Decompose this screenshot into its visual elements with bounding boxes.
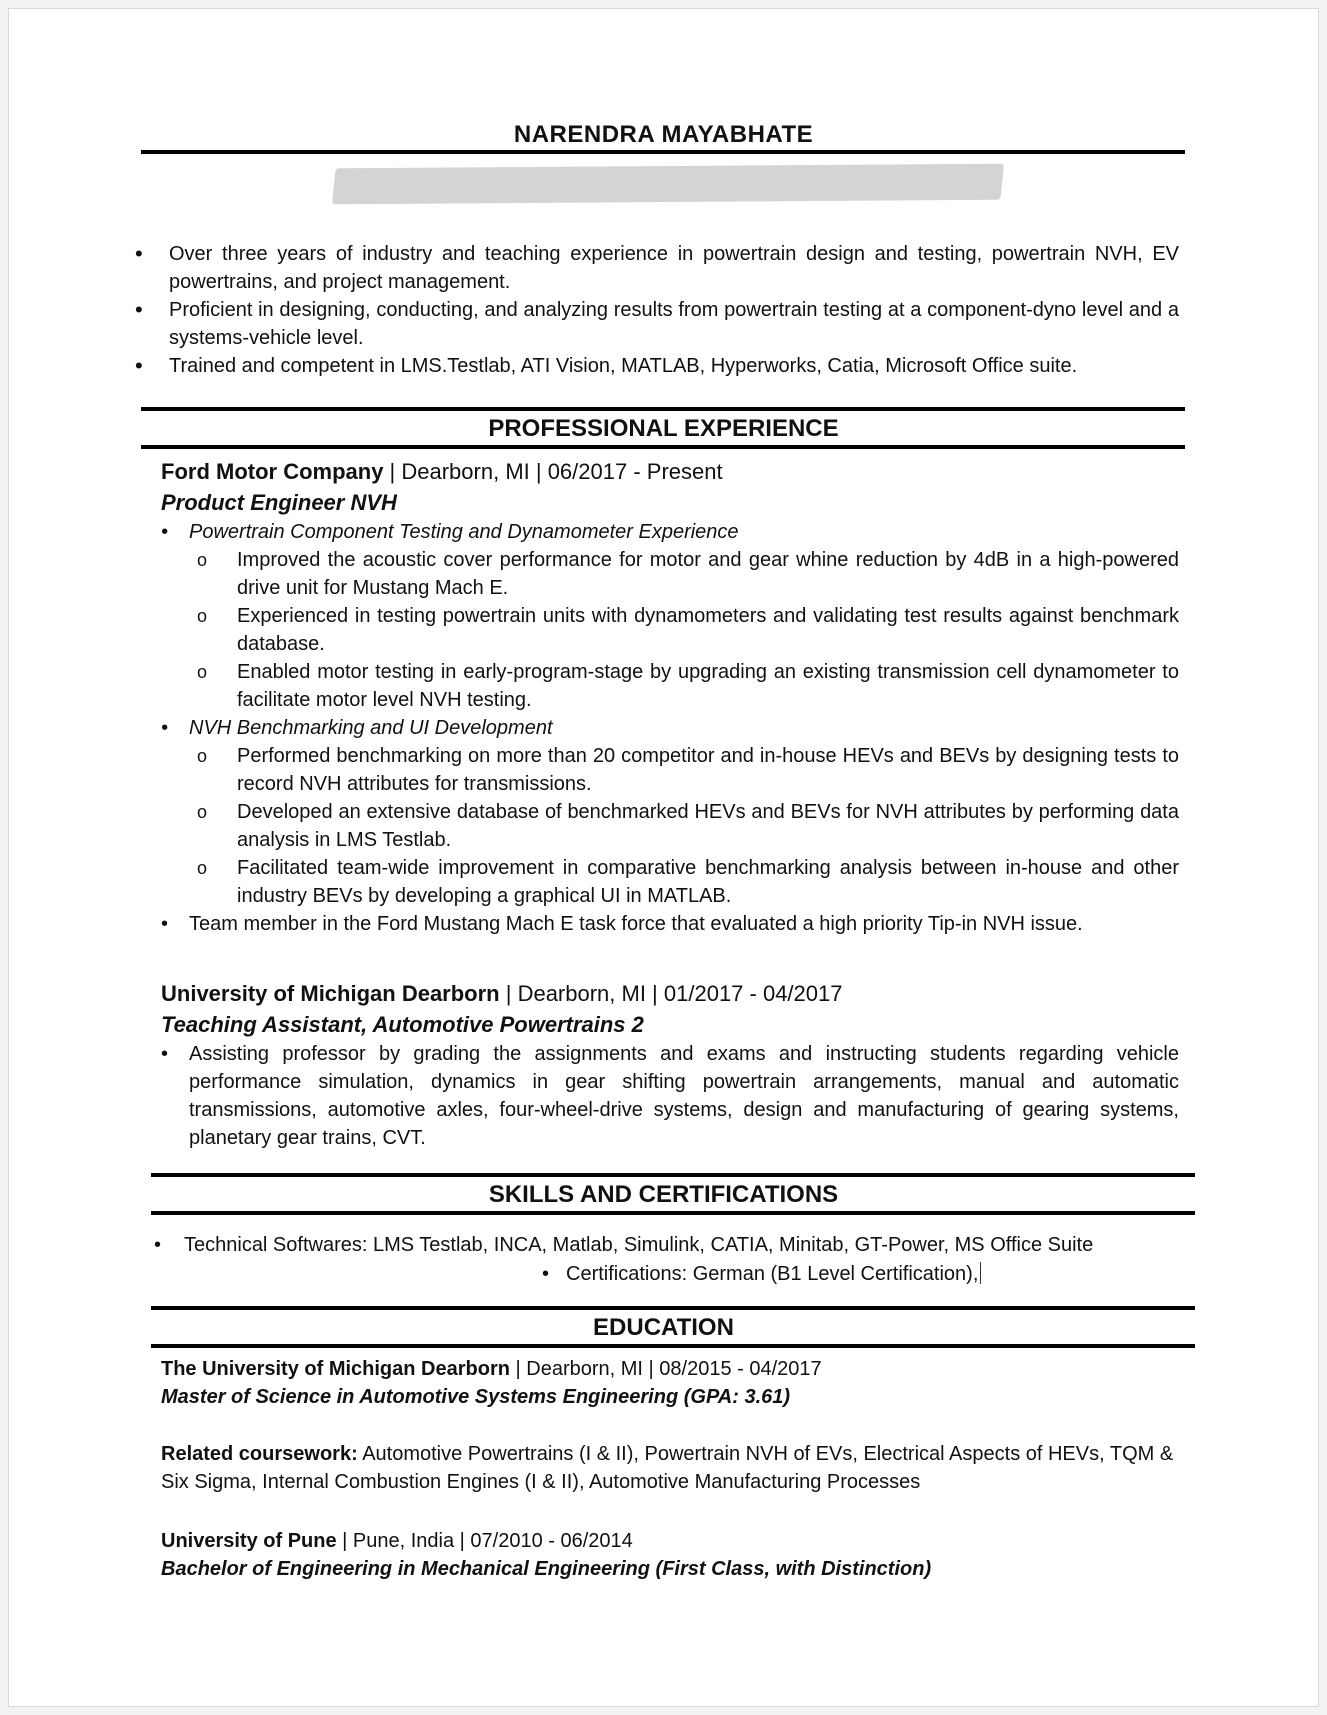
skills-heading: SKILLS AND CERTIFICATIONS — [488, 1181, 839, 1208]
text-cursor — [980, 1262, 981, 1284]
category-item: • NVH Benchmarking and UI Development — [161, 714, 1179, 742]
job-ford — [161, 456, 1179, 938]
sub-item: o Performed benchmarking on more than 20 competitor and in-house HEVs and BEVs by designing tests to record NVH attributes for transmissions. — [161, 742, 1179, 798]
job-bullets — [161, 518, 1179, 938]
skills-bottom-rule — [151, 1211, 1195, 1215]
sub-item: o Developed an extensive database of benchmarked HEVs and BEVs for NVH attributes by performing data analysis in LMS Testlab. — [161, 798, 1179, 854]
certifications — [154, 1260, 1184, 1289]
education-masters — [161, 1355, 1179, 1411]
redacted-contact-info — [332, 164, 1004, 205]
job-details: | Dearborn, MI | 01/2017 - 04/2017 — [499, 981, 843, 1006]
bullet-item: • Team member in the Ford Mustang Mach E task force that evaluated a high priority Tip-in NVH issue. — [161, 910, 1179, 938]
category-item: • Powertrain Component Testing and Dynamometer Experience — [161, 518, 1179, 546]
summary-list — [129, 240, 1179, 380]
technical-skills: • Technical Softwares: LMS Testlab, INCA, Matlab, Simulink, CATIA, Minitab, GT-Power, MS Office Suite — [154, 1231, 1184, 1260]
school-line — [161, 1355, 1179, 1383]
job-title: Product Engineer NVH — [161, 490, 397, 515]
job-title: Teaching Assistant, Automotive Powertrains 2 — [161, 1012, 644, 1037]
company-name: Ford Motor Company — [161, 459, 384, 484]
coursework-text: Automotive Powertrains (I & II), Powertrain NVH of EVs, Electrical Aspects of HEVs, TQM & Six Sigma, Internal Combustion Engines (I & II), Automotive Manufacturing Processes — [161, 1443, 1174, 1493]
job-header — [161, 978, 1179, 1009]
sub-item: o Enabled motor testing in early-program-stage by upgrading an existing transmission cell dynamometer to facilitate motor level NVH testing. — [161, 658, 1179, 714]
certifications-text: Certifications: German (B1 Level Certification), — [566, 1263, 979, 1285]
school-details: | Pune, India | 07/2010 - 06/2014 — [336, 1530, 633, 1552]
job-details: | Dearborn, MI | 06/2017 - Present — [383, 459, 723, 484]
summary-item: • Proficient in designing, conducting, and analyzing results from powertrain testing at a component-dyno level and a systems-vehicle level. — [129, 296, 1179, 352]
education-bachelors — [161, 1527, 1179, 1583]
coursework-label: Related coursework: — [161, 1443, 358, 1465]
job-header — [161, 456, 1179, 487]
summary-item: • Over three years of industry and teaching experience in powertrain design and testing, powertrain NVH, EV powertrains, and project management. — [129, 240, 1179, 296]
school-line — [161, 1527, 1179, 1555]
candidate-name: NARENDRA MAYABHATE — [513, 121, 814, 148]
skills-list — [154, 1231, 1184, 1289]
school-name: The University of Michigan Dearborn — [161, 1358, 510, 1380]
experience-top-rule — [141, 407, 1185, 411]
bullet-item: • Assisting professor by grading the assignments and exams and instructing students regarding vehicle performance simulation, dynamics in gear shifting powertrain arrangements, manual and automatic transmissions, automotive axles, four-wheel-drive systems, design and manufacturing of gearing systems, planetary gear trains, CVT. — [161, 1040, 1179, 1152]
education-bottom-rule — [151, 1344, 1195, 1348]
education-top-rule — [151, 1306, 1195, 1310]
school-name: University of Pune — [161, 1530, 337, 1552]
sub-item: o Improved the acoustic cover performance for motor and gear whine reduction by 4dB in a high-powered drive unit for Mustang Mach E. — [161, 546, 1179, 602]
degree: Master of Science in Automotive Systems Engineering (GPA: 3.61) — [161, 1386, 791, 1408]
job-bullets — [161, 1040, 1179, 1152]
name-rule — [141, 150, 1185, 154]
skills-top-rule — [151, 1173, 1195, 1177]
school-details: | Dearborn, MI | 08/2015 - 04/2017 — [509, 1358, 822, 1380]
sub-item: o Facilitated team-wide improvement in comparative benchmarking analysis between in-house and other industry BEVs by developing a graphical UI in MATLAB. — [161, 854, 1179, 910]
degree: Bachelor of Engineering in Mechanical Engineering (First Class, with Distinction) — [161, 1558, 932, 1580]
job-umich — [161, 978, 1179, 1152]
summary-item: • Trained and competent in LMS.Testlab, ATI Vision, MATLAB, Hyperworks, Catia, Microsoft Office suite. — [129, 352, 1179, 380]
education-heading: EDUCATION — [593, 1314, 734, 1341]
education-coursework — [161, 1440, 1179, 1496]
resume-page — [8, 8, 1319, 1707]
experience-bottom-rule — [141, 445, 1185, 449]
company-name: University of Michigan Dearborn — [161, 981, 500, 1006]
experience-heading: PROFESSIONAL EXPERIENCE — [488, 415, 839, 442]
sub-item: o Experienced in testing powertrain units with dynamometers and validating test results against benchmark database. — [161, 602, 1179, 658]
